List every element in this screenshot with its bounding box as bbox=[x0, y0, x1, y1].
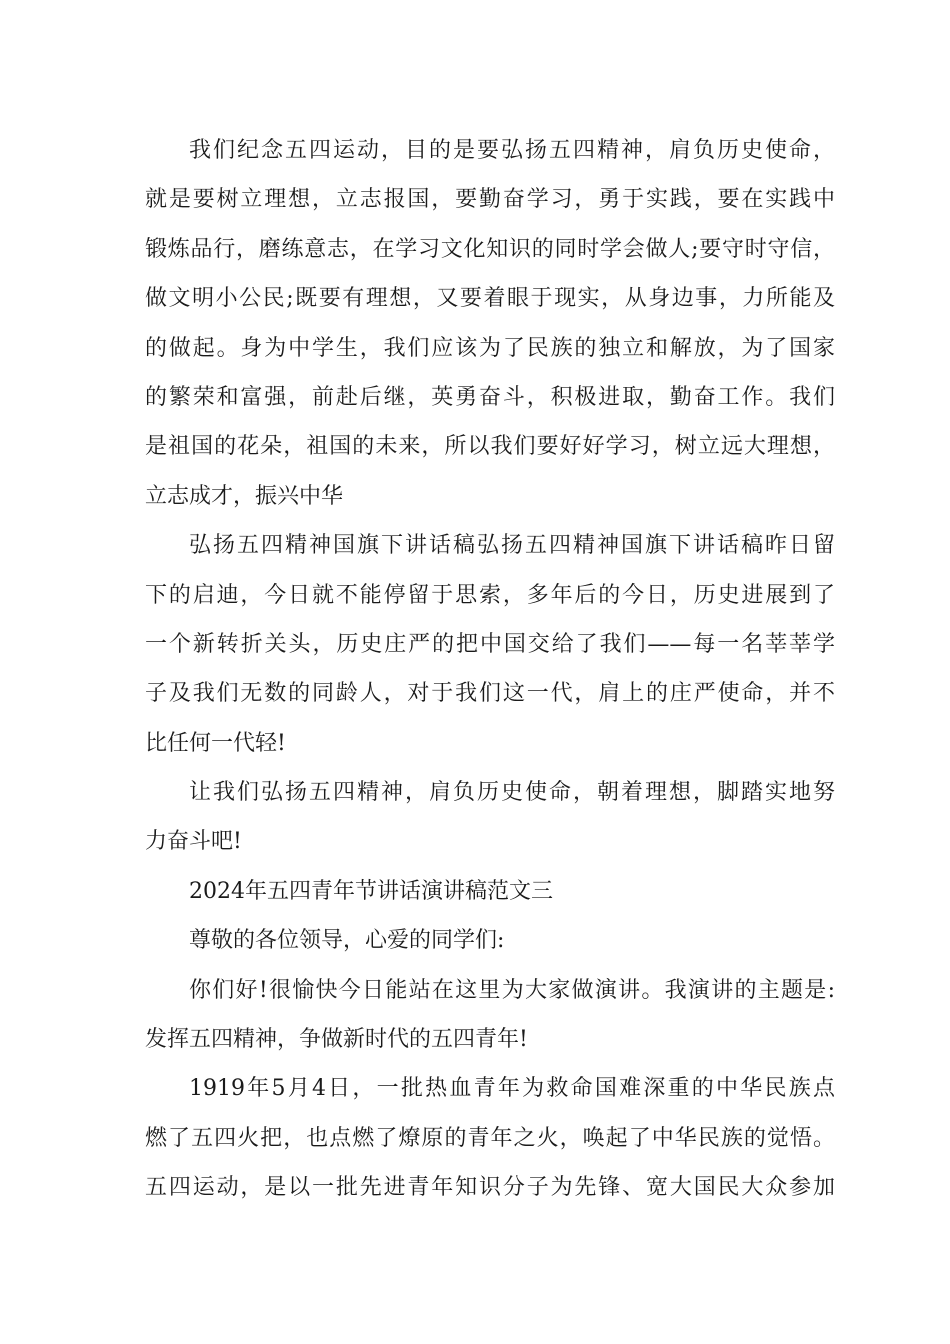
paragraph-greeting bbox=[145, 966, 835, 1065]
text-line: 1919年5月4日，一批热血青年为救命国难深重的中华民族点 bbox=[189, 1076, 835, 1102]
text-line: 子及我们无数的同龄人，对于我们这一代，肩上的庄严使命，并不 bbox=[145, 681, 835, 707]
text-line: 做文明小公民;既要有理想，又要着眼于现实，从身边事，力所能及 bbox=[145, 286, 835, 312]
paragraph-salutation bbox=[145, 916, 835, 965]
text-line: 燃了五四火把，也点燃了燎原的青年之火，唤起了中华民族的觉悟。 bbox=[145, 1125, 835, 1151]
text-line: 力奋斗吧! bbox=[145, 829, 242, 855]
document-body bbox=[145, 126, 835, 1213]
text-line: 立志成才，振兴中华 bbox=[145, 483, 344, 509]
text-line: 弘扬五四精神国旗下讲话稿弘扬五四精神国旗下讲话稿昨日留 bbox=[189, 533, 835, 559]
text-line: 锻炼品行，磨练意志，在学习文化知识的同时学会做人;要守时守信， bbox=[145, 236, 835, 262]
text-line: 是祖国的花朵，祖国的未来，所以我们要好好学习，树立远大理想， bbox=[145, 434, 835, 460]
text-line: 五四运动，是以一批先进青年知识分子为先锋、宽大国民大众参加 bbox=[145, 1175, 835, 1201]
text-line: 一个新转折关头，历史庄严的把中国交给了我们——每一名莘莘学 bbox=[145, 631, 835, 657]
paragraph-commemorate bbox=[145, 126, 835, 521]
text-line: 发挥五四精神，争做新时代的五四青年! bbox=[145, 1027, 528, 1053]
text-line: 的做起。身为中学生，我们应该为了民族的独立和解放，为了国家 bbox=[145, 335, 835, 361]
text-line: 的繁荣和富强，前赴后继，英勇奋斗，积极进取，勤奋工作。我们 bbox=[145, 384, 835, 410]
text-line: 你们好!很愉快今日能站在这里为大家做演讲。我演讲的主题是: bbox=[189, 977, 835, 1003]
paragraph-inspiration bbox=[145, 521, 835, 768]
section-heading-text: 2024年五四青年节讲话演讲稿范文三 bbox=[189, 878, 553, 904]
text-line: 我们纪念五四运动，目的是要弘扬五四精神，肩负历史使命， bbox=[189, 138, 835, 163]
text-line: 比任何一代轻! bbox=[145, 730, 286, 756]
text-line: 尊敬的各位领导，心爱的同学们: bbox=[189, 928, 505, 954]
text-line: 让我们弘扬五四精神，肩负历史使命，朝着理想，脚踏实地努 bbox=[189, 780, 835, 806]
paragraph-history bbox=[145, 1064, 835, 1212]
text-line: 下的启迪，今日就不能停留于思索，多年后的今日，历史进展到了 bbox=[145, 582, 835, 608]
paragraph-call-to-action bbox=[145, 768, 835, 867]
section-heading bbox=[145, 867, 835, 916]
text-line: 就是要树立理想，立志报国，要勤奋学习，勇于实践，要在实践中 bbox=[145, 187, 835, 213]
